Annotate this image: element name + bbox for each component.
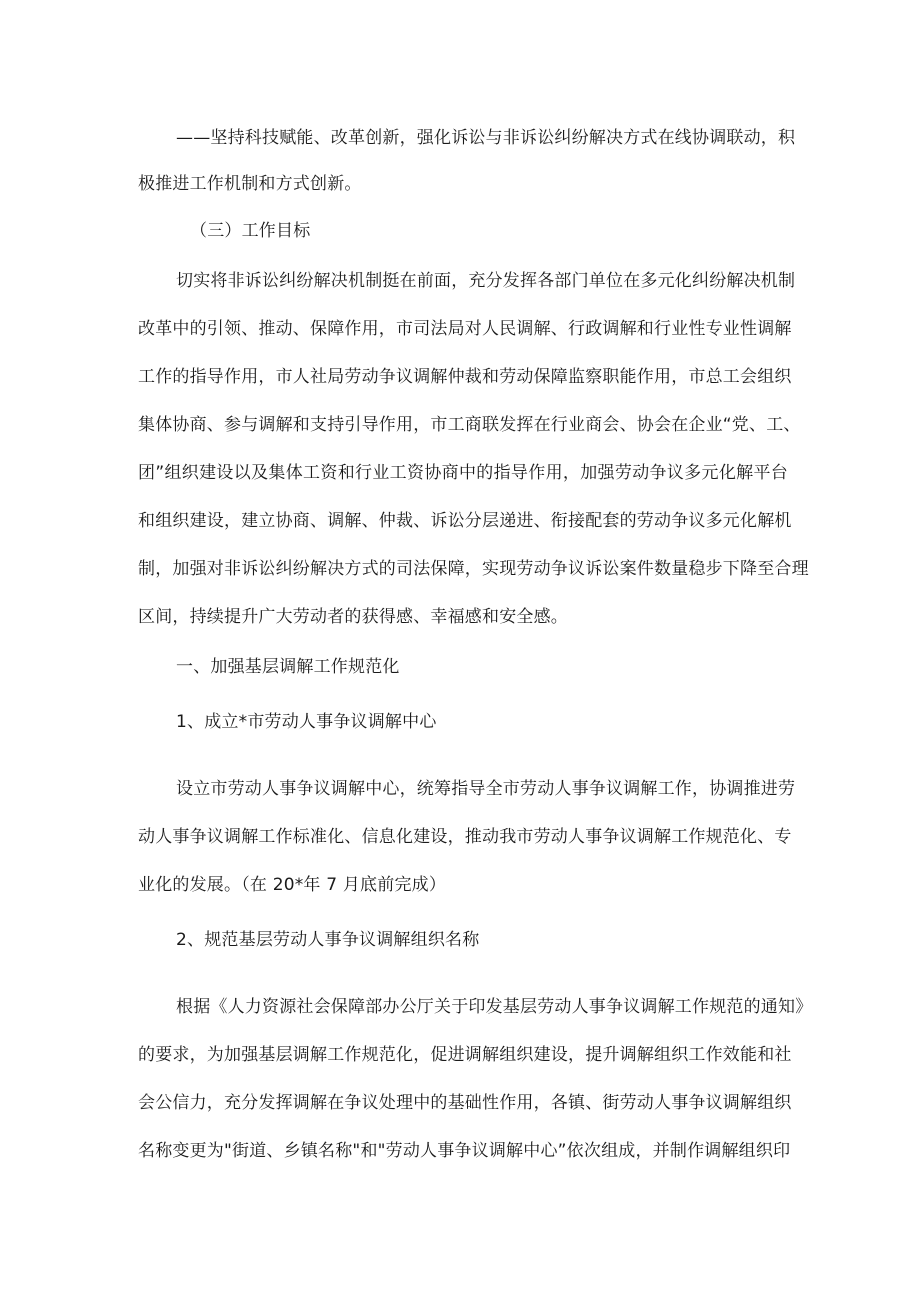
item-2-title: 2、规范基层劳动人事争议调解组织名称 <box>176 930 480 950</box>
para-item-1-line-1: 设立市劳动人事争议调解中心，统筹指导全市劳动人事争议调解工作，协调推进劳 <box>176 779 796 799</box>
part-1-title: 一、加强基层调解工作规范化 <box>176 657 400 677</box>
para-tech-line-1: ——坚持科技赋能、改革创新，强化诉讼与非诉讼纠纷解决方式在线协调联动，积 <box>176 128 796 148</box>
para-tech-line-2: 极推进工作机制和方式创新。 <box>138 174 362 194</box>
para-item-2-line-4: 名称变更为"街道、乡镇名称"和"劳动人事争议调解中心”依次组成，并制作调解组织印 <box>138 1141 791 1161</box>
para-goal-line-6: 和组织建设，建立协商、调解、仲裁、诉讼分层递进、衔接配套的劳动争议多元化解机 <box>138 511 792 531</box>
para-goal-line-8: 区间，持续提升广大劳动者的获得感、幸福感和安全感。 <box>138 607 568 627</box>
section-3-title: （三）工作目标 <box>190 221 311 241</box>
item-1-title: 1、成立*市劳动人事争议调解中心 <box>176 712 437 732</box>
para-item-2-line-2: 的要求，为加强基层调解工作规范化，促进调解组织建设，提升调解组织工作效能和社 <box>138 1045 792 1065</box>
para-goal-line-3: 工作的指导作用，市人社局劳动争议调解仲裁和劳动保障监察职能作用，市总工会组织 <box>138 367 792 387</box>
para-item-1-line-2: 动人事争议调解工作标准化、信息化建设，推动我市劳动人事争议调解工作规范化、专 <box>138 827 792 847</box>
para-goal-line-7: 制，加强对非诉讼纠纷解决方式的司法保障，实现劳动争议诉讼案件数量稳步下降至合理 <box>138 559 809 579</box>
para-goal-line-1: 切实将非诉讼纠纷解决机制挺在前面，充分发挥各部门单位在多元化纠纷解决机制 <box>176 271 796 291</box>
para-goal-line-4: 集体协商、参与调解和支持引导作用，市工商联发挥在行业商会、协会在企业“党、工、 <box>138 415 801 435</box>
para-item-2-line-3: 会公信力，充分发挥调解在争议处理中的基础性作用，各镇、街劳动人事争议调解组织 <box>138 1093 792 1113</box>
para-item-2-line-1: 根据《人力资源社会保障部办公厅关于印发基层劳动人事争议调解工作规范的通知》 <box>176 997 813 1017</box>
para-item-1-line-3: 业化的发展。（在 20*年 7 月底前完成） <box>138 875 447 895</box>
para-goal-line-2: 改革中的引领、推动、保障作用，市司法局对人民调解、行政调解和行业性专业性调解 <box>138 319 792 339</box>
para-goal-line-5: 团”组织建设以及集体工资和行业工资协商中的指导作用，加强劳动争议多元化解平台 <box>138 463 788 483</box>
